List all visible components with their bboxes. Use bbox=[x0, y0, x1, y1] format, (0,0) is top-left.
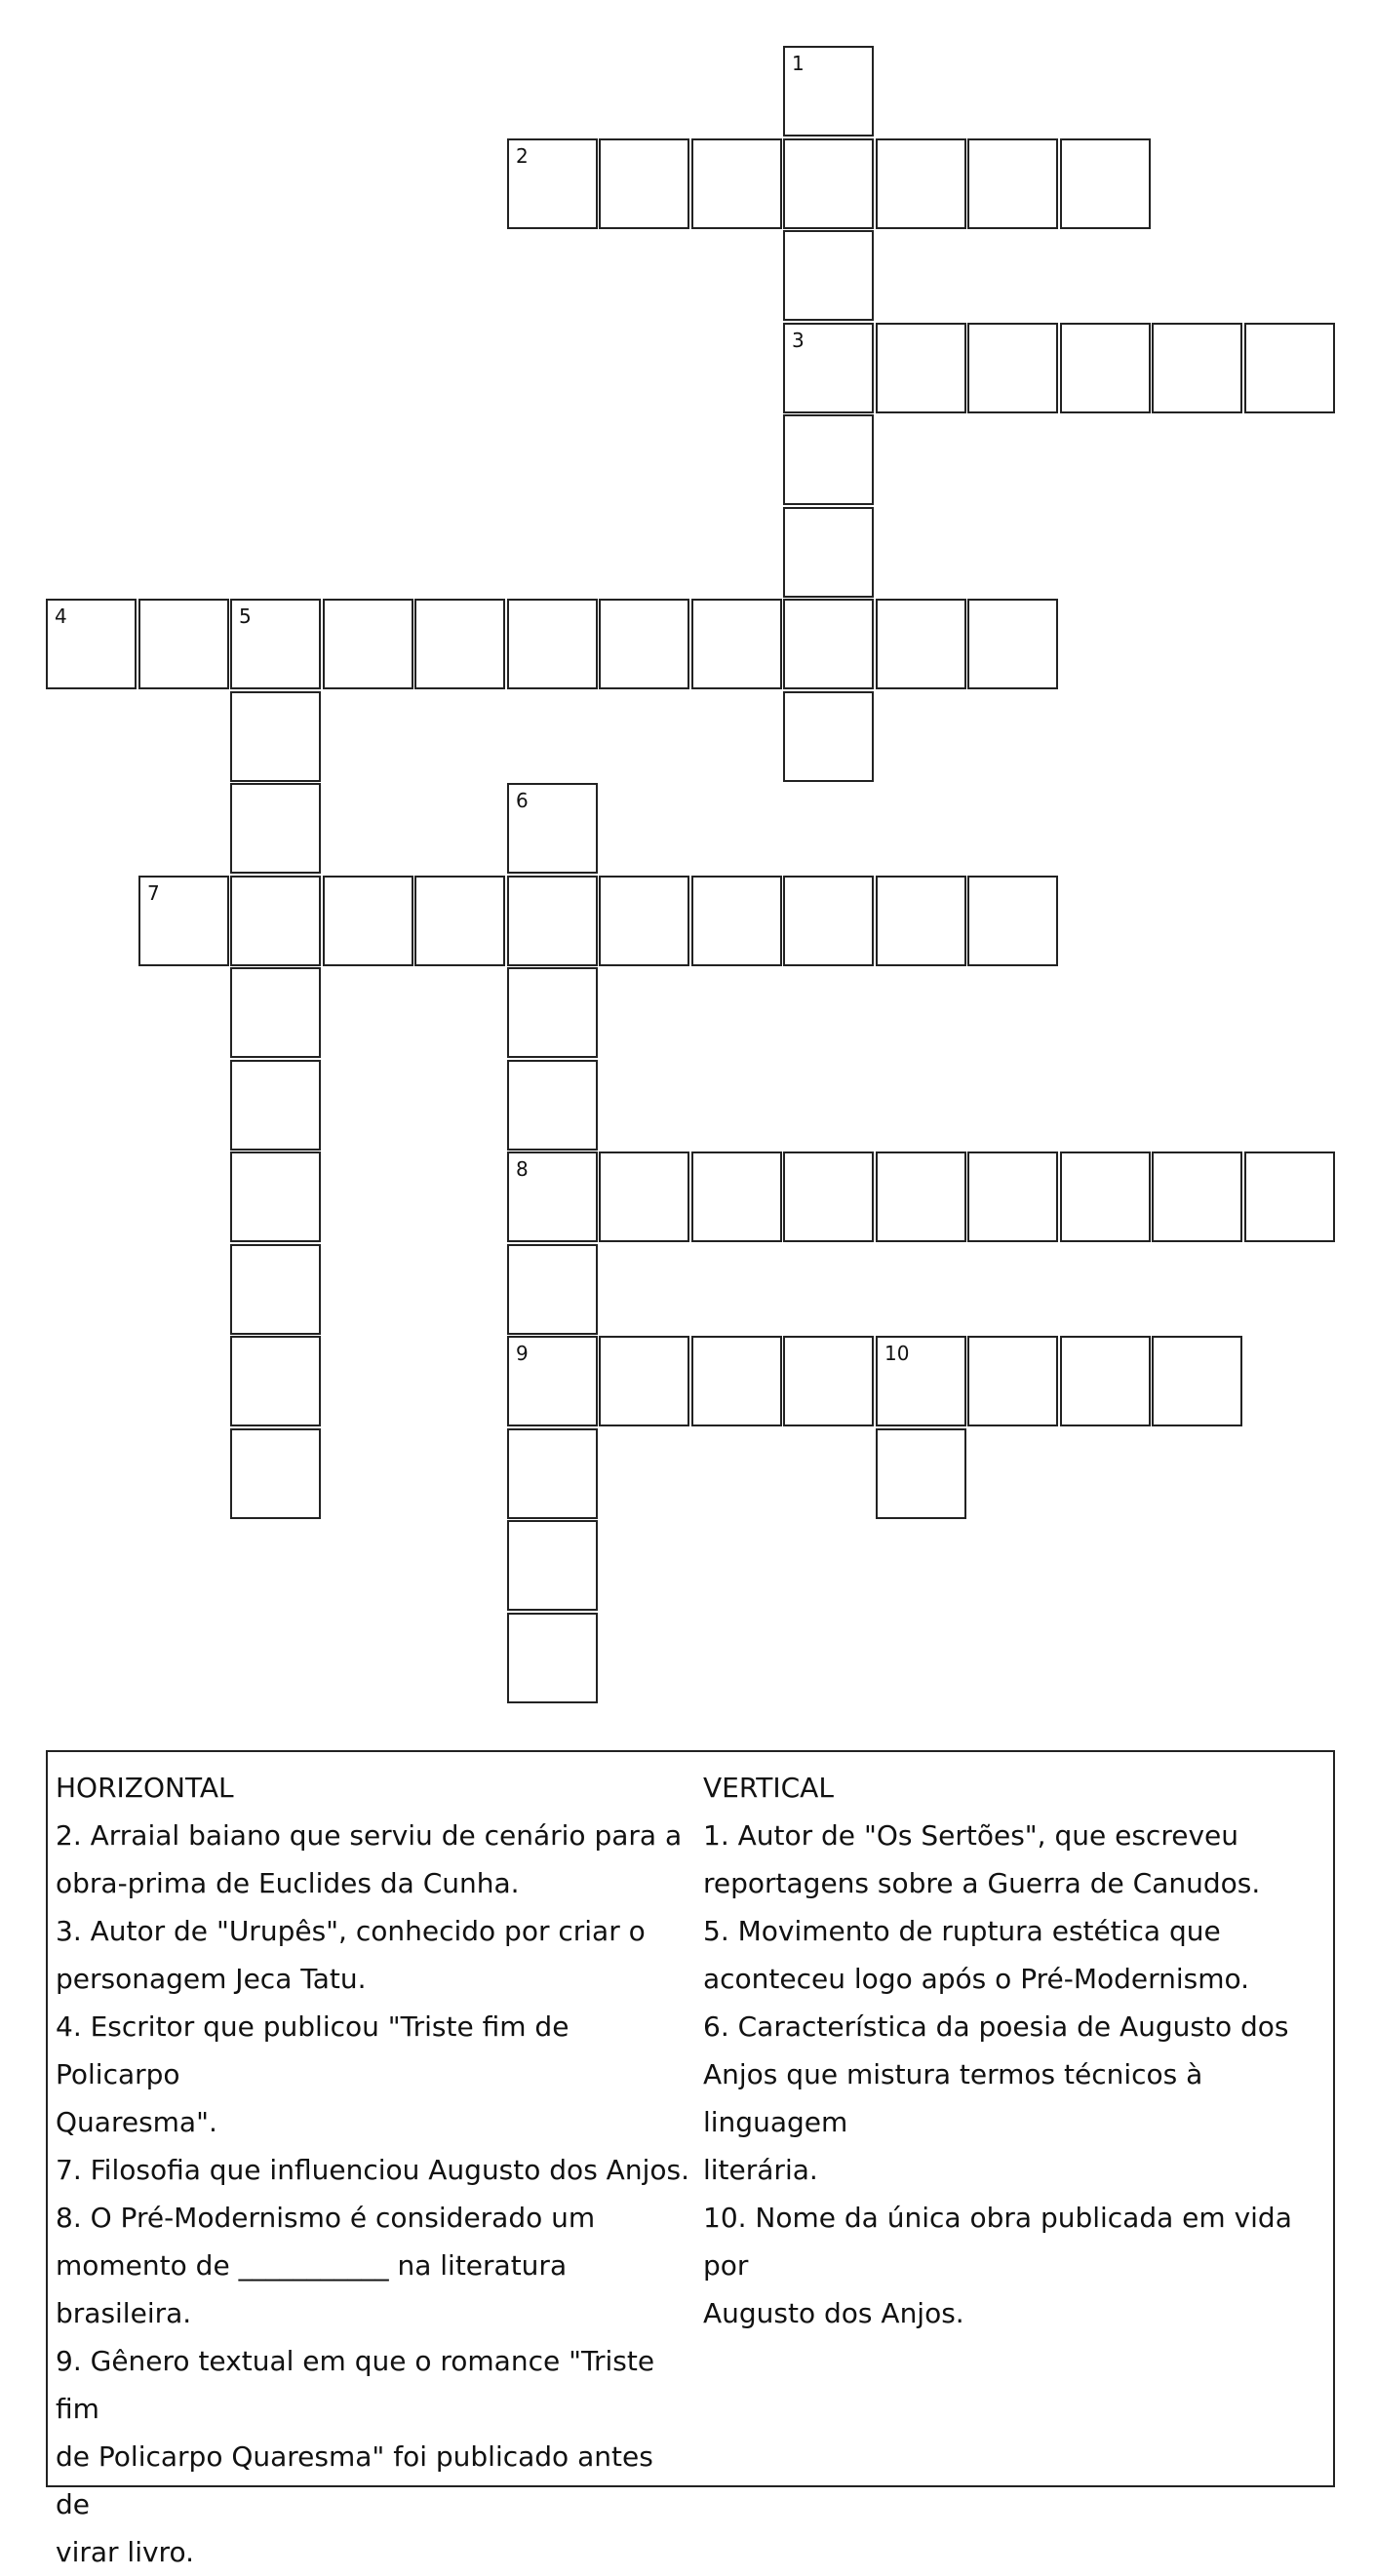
grid-cell[interactable] bbox=[783, 507, 874, 598]
grid-cell[interactable] bbox=[783, 1151, 874, 1242]
grid-cell[interactable] bbox=[967, 1151, 1058, 1242]
grid-cell[interactable] bbox=[1060, 1336, 1151, 1426]
grid-cell[interactable] bbox=[599, 1336, 689, 1426]
vertical-heading: VERTICAL bbox=[703, 1772, 834, 1804]
clue-line: literária. bbox=[703, 2154, 818, 2186]
grid-cell[interactable] bbox=[507, 1613, 598, 1703]
grid-cell[interactable] bbox=[967, 1336, 1058, 1426]
grid-cell[interactable] bbox=[967, 599, 1058, 689]
grid-cell[interactable] bbox=[691, 599, 782, 689]
clues-box bbox=[46, 1750, 1335, 2568]
grid-cell[interactable] bbox=[691, 876, 782, 966]
grid-cell[interactable] bbox=[783, 138, 874, 229]
grid-cell[interactable] bbox=[691, 1151, 782, 1242]
grid-cell[interactable] bbox=[507, 876, 598, 966]
grid-cell[interactable] bbox=[1152, 323, 1242, 413]
grid-cell[interactable] bbox=[323, 876, 413, 966]
grid-cell[interactable] bbox=[783, 876, 874, 966]
grid-cell[interactable] bbox=[876, 323, 966, 413]
grid-cell[interactable] bbox=[507, 599, 598, 689]
clue-line: 8. O Pré-Modernismo é considerado um bbox=[56, 2202, 596, 2234]
grid-cell[interactable] bbox=[507, 1520, 598, 1611]
clue-line: brasileira. bbox=[56, 2297, 192, 2329]
grid-cell[interactable] bbox=[414, 599, 505, 689]
grid-cell[interactable] bbox=[46, 599, 137, 689]
grid-cell[interactable] bbox=[599, 1151, 689, 1242]
vertical-clues bbox=[703, 1764, 1327, 2337]
grid-cell[interactable] bbox=[876, 1151, 966, 1242]
grid-cell[interactable] bbox=[1244, 1151, 1335, 1242]
grid-cell[interactable] bbox=[783, 691, 874, 782]
clue-number: 2 bbox=[516, 144, 529, 168]
grid-cell[interactable] bbox=[230, 599, 321, 689]
grid-cell[interactable] bbox=[1060, 1151, 1151, 1242]
clue-number: 10 bbox=[884, 1342, 910, 1365]
clue-number: 1 bbox=[792, 52, 805, 75]
grid-cell[interactable] bbox=[967, 323, 1058, 413]
clue-line: Quaresma". bbox=[56, 2106, 217, 2138]
grid-cell[interactable] bbox=[230, 783, 321, 874]
grid-cell[interactable] bbox=[230, 1060, 321, 1151]
grid-cell[interactable] bbox=[507, 1244, 598, 1335]
grid-cell[interactable] bbox=[876, 876, 966, 966]
horizontal-heading: HORIZONTAL bbox=[56, 1772, 234, 1804]
clue-line: obra-prima de Euclides da Cunha. bbox=[56, 1867, 520, 1899]
clue-line: momento de ___________ na literatura bbox=[56, 2249, 568, 2282]
clue-line: 1. Autor de "Os Sertões", que escreveu bbox=[703, 1819, 1238, 1852]
grid-cell[interactable] bbox=[230, 1428, 321, 1519]
grid-cell[interactable] bbox=[1060, 138, 1151, 229]
grid-cell[interactable] bbox=[507, 1151, 598, 1242]
grid-cell[interactable] bbox=[599, 599, 689, 689]
grid-cell[interactable] bbox=[691, 138, 782, 229]
clue-number: 5 bbox=[239, 605, 252, 628]
clue-line: Anjos que mistura termos técnicos à linguagem bbox=[703, 2058, 1203, 2138]
grid-cell[interactable] bbox=[783, 1336, 874, 1426]
grid-cell[interactable] bbox=[1152, 1151, 1242, 1242]
grid-cell[interactable] bbox=[967, 138, 1058, 229]
grid-cell[interactable] bbox=[230, 691, 321, 782]
grid-cell[interactable] bbox=[1060, 323, 1151, 413]
clue-line: 2. Arraial baiano que serviu de cenário para a bbox=[56, 1819, 683, 1852]
grid-cell[interactable] bbox=[507, 783, 598, 874]
clue-line: de Policarpo Quaresma" foi publicado antes de bbox=[56, 2440, 653, 2520]
clue-line: 9. Gênero textual em que o romance "Triste fim bbox=[56, 2345, 655, 2425]
grid-cell[interactable] bbox=[507, 138, 598, 229]
grid-cell[interactable] bbox=[507, 1336, 598, 1426]
grid-cell[interactable] bbox=[876, 138, 966, 229]
grid-cell[interactable] bbox=[691, 1336, 782, 1426]
grid-cell[interactable] bbox=[1244, 323, 1335, 413]
clue-number: 3 bbox=[792, 329, 805, 352]
clue-number: 8 bbox=[516, 1157, 529, 1181]
grid-cell[interactable] bbox=[138, 876, 229, 966]
clue-line: 3. Autor de "Urupês", conhecido por criar o bbox=[56, 1915, 646, 1947]
clue-line: aconteceu logo após o Pré-Modernismo. bbox=[703, 1963, 1250, 1995]
grid-cell[interactable] bbox=[783, 599, 874, 689]
grid-cell[interactable] bbox=[967, 876, 1058, 966]
grid-cell[interactable] bbox=[876, 1428, 966, 1519]
clue-line: 7. Filosofia que influenciou Augusto dos Anjos. bbox=[56, 2154, 689, 2186]
grid-cell[interactable] bbox=[323, 599, 413, 689]
grid-cell[interactable] bbox=[507, 1060, 598, 1151]
grid-cell[interactable] bbox=[230, 876, 321, 966]
grid-cell[interactable] bbox=[507, 1428, 598, 1519]
grid-cell[interactable] bbox=[783, 230, 874, 321]
grid-cell[interactable] bbox=[876, 1336, 966, 1426]
grid-cell[interactable] bbox=[599, 138, 689, 229]
grid-cell[interactable] bbox=[230, 967, 321, 1058]
clue-number: 6 bbox=[516, 789, 529, 812]
clue-line: 5. Movimento de ruptura estética que bbox=[703, 1915, 1221, 1947]
grid-cell[interactable] bbox=[507, 967, 598, 1058]
horizontal-clues bbox=[56, 1764, 689, 2576]
grid-cell[interactable] bbox=[783, 323, 874, 413]
grid-cell[interactable] bbox=[783, 46, 874, 137]
grid-cell[interactable] bbox=[414, 876, 505, 966]
clue-number: 4 bbox=[55, 605, 67, 628]
grid-cell[interactable] bbox=[230, 1244, 321, 1335]
clue-number: 9 bbox=[516, 1342, 529, 1365]
clue-line: personagem Jeca Tatu. bbox=[56, 1963, 367, 1995]
clue-line: 4. Escritor que publicou "Triste fim de Policarpo bbox=[56, 2010, 570, 2090]
grid-cell[interactable] bbox=[783, 414, 874, 505]
grid-cell[interactable] bbox=[876, 599, 966, 689]
clue-number: 7 bbox=[147, 881, 160, 905]
clue-line: 6. Característica da poesia de Augusto dos bbox=[703, 2010, 1289, 2043]
clue-line: virar livro. bbox=[56, 2536, 194, 2568]
grid-cell[interactable] bbox=[1152, 1336, 1242, 1426]
clue-line: Augusto dos Anjos. bbox=[703, 2297, 964, 2329]
clue-line: 10. Nome da única obra publicada em vida por bbox=[703, 2202, 1292, 2282]
grid-cell[interactable] bbox=[230, 1151, 321, 1242]
grid-cell[interactable] bbox=[599, 876, 689, 966]
clue-line: reportagens sobre a Guerra de Canudos. bbox=[703, 1867, 1261, 1899]
grid-cell[interactable] bbox=[138, 599, 229, 689]
grid-cell[interactable] bbox=[230, 1336, 321, 1426]
